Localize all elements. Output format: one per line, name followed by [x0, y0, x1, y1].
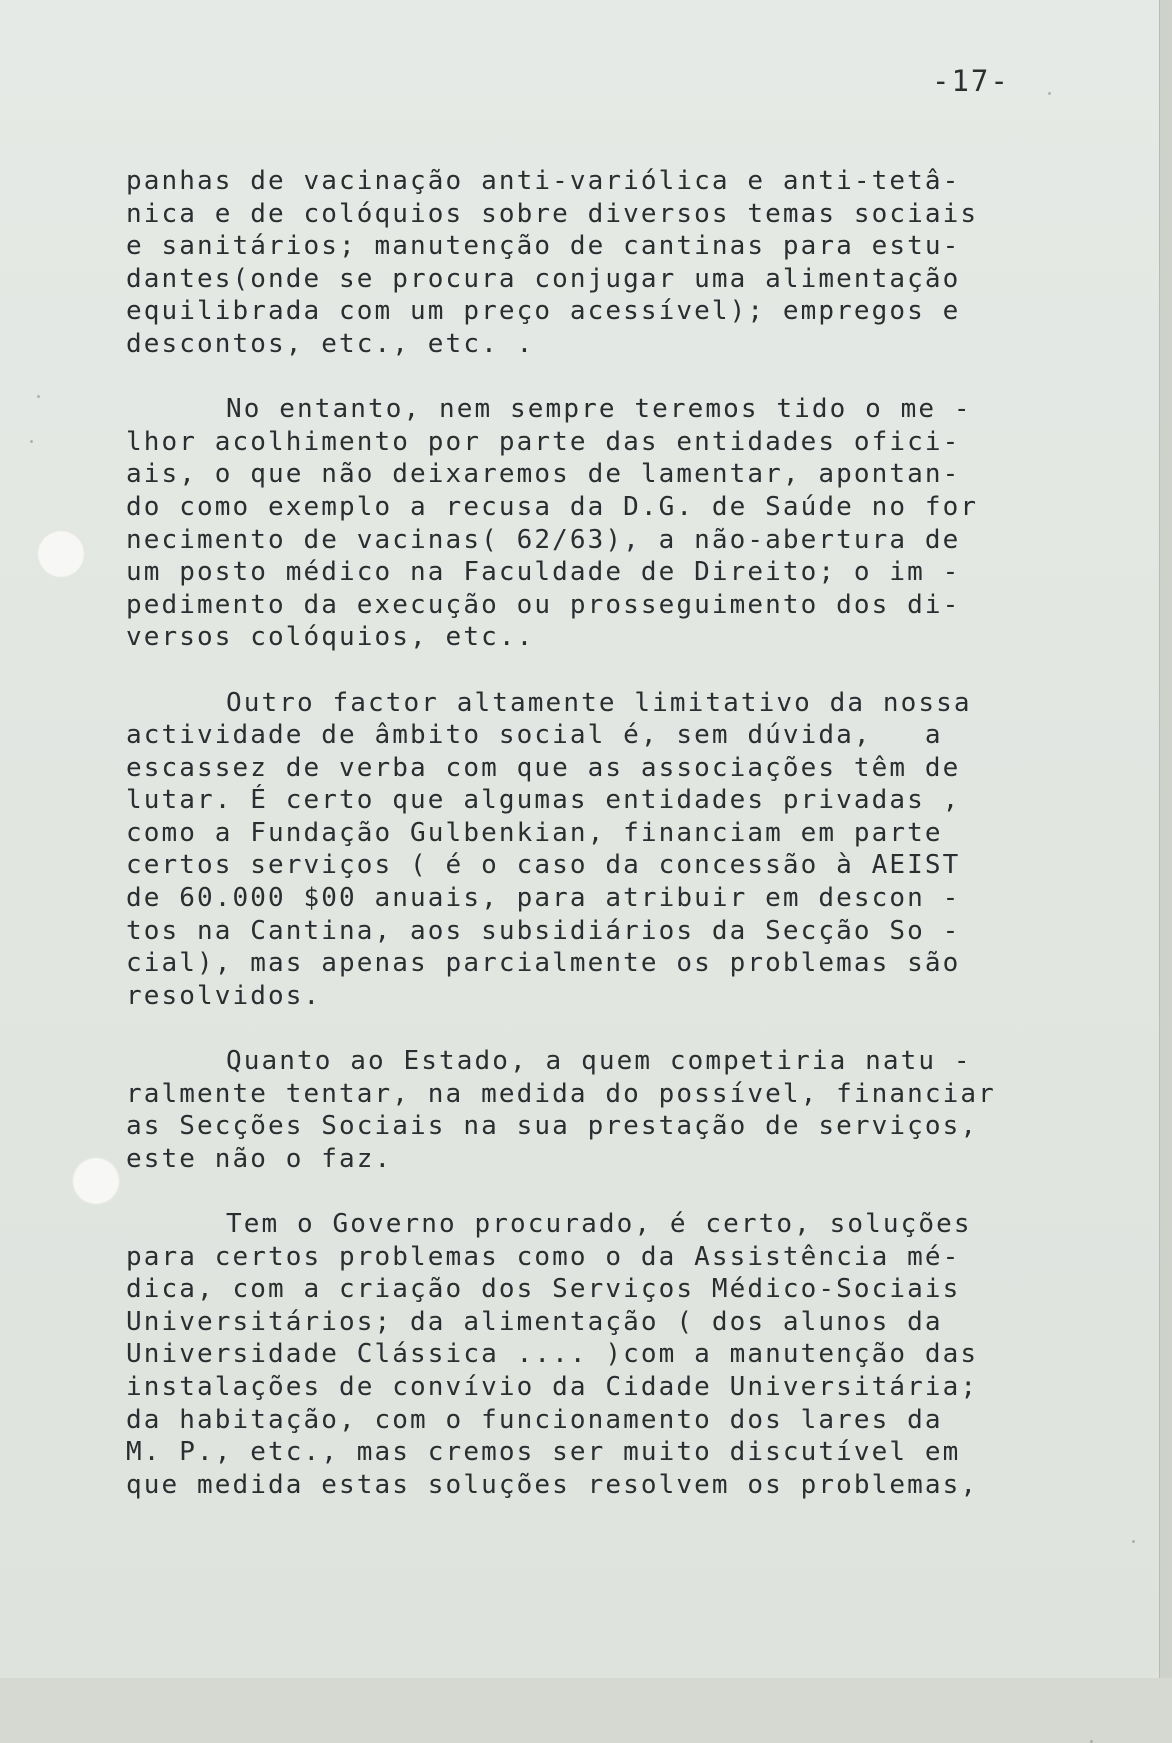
text-line: de 60.000 $00 anuais, para atribuir em descon - [126, 883, 961, 914]
text-line: escassez de verba com que as associações têm de [126, 752, 961, 783]
page-number: -17- [932, 64, 1010, 98]
text-line: necimento de vacinas( 62/63), a não-abertura de [126, 524, 961, 555]
paper-speck [1132, 1540, 1135, 1543]
paragraph-gap [126, 1175, 1061, 1208]
text-line: actividade de âmbito social é, sem dúvida, a [126, 720, 943, 751]
text-line: No entanto, nem sempre teremos tido o me - [226, 394, 972, 425]
text-line: Universidade Clássica .... )com a manutenção das [126, 1339, 979, 1370]
text-line: Outro factor altamente limitativo da nossa [226, 687, 972, 718]
text-line: da habitação, com o funcionamento dos lares da [126, 1404, 943, 1435]
paragraph-gap [126, 1012, 1061, 1045]
text-line: dica, com a criação dos Serviços Médico-Sociais [126, 1274, 961, 1305]
text-line: ais, o que não deixaremos de lamentar, apontan- [126, 459, 961, 490]
text-line: versos colóquios, etc.. [126, 622, 535, 653]
paragraph [126, 1208, 1061, 1501]
paper-speck [1048, 92, 1051, 95]
text-line: Quanto ao Estado, a quem competiria natu - [226, 1046, 972, 1077]
text-line: lhor acolhimento por parte das entidades ofici- [126, 426, 961, 457]
page-edge [1159, 0, 1172, 1678]
paragraph-gap [126, 361, 1061, 394]
text-line: ralmente tentar, na medida do possível, financiar [126, 1078, 996, 1109]
text-line: tos na Cantina, aos subsidiários da Secção So - [126, 915, 961, 946]
text-line: como a Fundação Gulbenkian, financiam em parte [126, 817, 943, 848]
paper-speck [37, 395, 40, 398]
text-line: instalações de convívio da Cidade Universitária; [126, 1371, 979, 1402]
text-line: cial), mas apenas parcialmente os problemas são [126, 948, 961, 979]
text-line: Universitários; da alimentação ( dos alunos da [126, 1306, 943, 1337]
paragraph [126, 1045, 1061, 1175]
text-line: Tem o Governo procurado, é certo, soluções [226, 1209, 972, 1239]
text-line: equilibrada com um preço acessível); empregos e [126, 296, 961, 327]
text-line: nica e de colóquios sobre diversos temas sociais [126, 198, 979, 229]
text-line: um posto médico na Faculdade de Direito; o im - [126, 557, 961, 588]
text-line: descontos, etc., etc. . [126, 328, 535, 359]
text-line: as Secções Sociais na sua prestação de serviços, [126, 1111, 979, 1142]
text-line: M. P., etc., mas cremos ser muito discutível em [126, 1437, 961, 1468]
paragraph [126, 393, 1061, 654]
text-line: que medida estas soluções resolvem os problemas, [126, 1469, 979, 1500]
punch-hole-bottom [72, 1157, 120, 1205]
text-line: resolvidos. [126, 980, 322, 1011]
text-line: certos serviços ( é o caso da concessão à AEIST [126, 850, 961, 881]
body-text [126, 165, 1061, 1501]
paragraph [126, 165, 1061, 361]
text-line: para certos problemas como o da Assistência mé- [126, 1241, 961, 1272]
punch-hole-top [37, 530, 85, 578]
paper-speck [30, 440, 33, 443]
paragraph-gap [126, 654, 1061, 687]
text-line: este não o faz. [126, 1143, 393, 1174]
text-line: do como exemplo a recusa da D.G. de Saúde no for [126, 491, 979, 522]
paragraph [126, 687, 1061, 1013]
text-line: pedimento da execução ou prosseguimento dos di- [126, 589, 961, 620]
text-line: dantes(onde se procura conjugar uma alimentação [126, 263, 961, 294]
text-line: lutar. É certo que algumas entidades privadas , [126, 785, 961, 816]
text-line: panhas de vacinação anti-variólica e anti-tetâ- [126, 166, 961, 196]
text-line: e sanitários; manutenção de cantinas para estu- [126, 231, 961, 262]
